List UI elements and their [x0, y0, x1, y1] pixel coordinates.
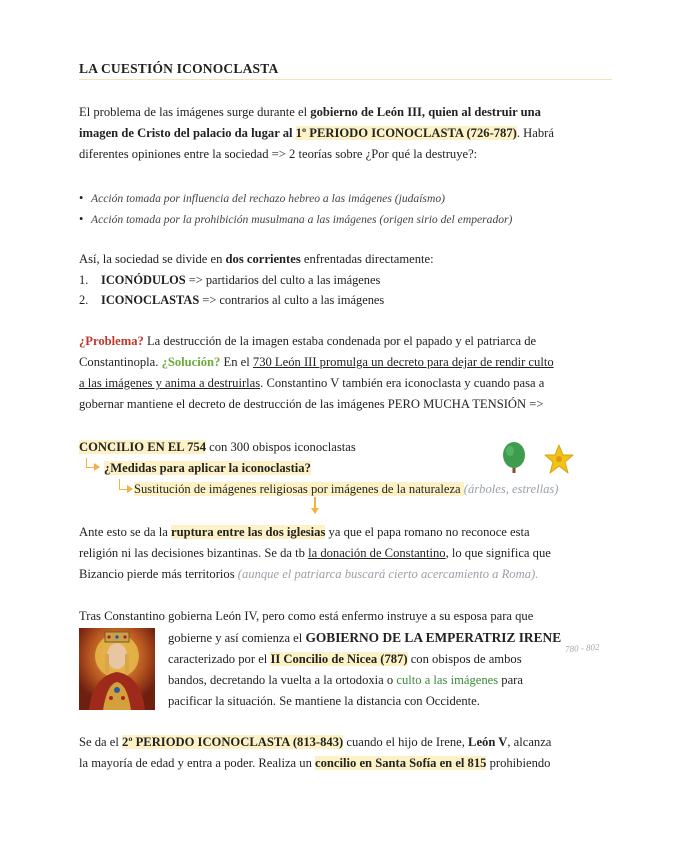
p4-text-3: religión ni las decisiones bizantinas. Se da tb: [79, 546, 309, 560]
empress-irene-portrait: [79, 628, 155, 710]
list-number: 1.: [79, 273, 89, 287]
p5-text-7: bandos, decretando la vuelta a la ortodoxia o: [168, 673, 397, 687]
p2-bold-corrientes: dos corrientes: [225, 252, 301, 266]
problema-label: ¿Problema?: [79, 334, 144, 348]
concilio-highlight: CONCILIO EN EL 754: [79, 440, 207, 454]
p6-text-6: la mayoría de edad y entra a poder. Realiza un: [79, 756, 316, 770]
p6-text-8: prohibiendo: [486, 756, 551, 770]
medidas-line: [104, 458, 504, 479]
numbered-item-iconodulos: [79, 270, 380, 290]
handwritten-note: 780 - 802: [564, 641, 600, 655]
p6-highlight-periodo: 2º PERIODO ICONOCLASTA (813-843): [122, 735, 344, 749]
p5-text-2: gobierne y así comienza el: [168, 631, 306, 645]
p5-bold-gobierno-irene: GOBIERNO DE LA EMPERATRIZ IRENE: [305, 630, 562, 645]
paragraph-ruptura: [79, 522, 599, 585]
medidas-highlight: ¿Medidas para aplicar la iconoclastia?: [104, 461, 311, 475]
paragraph-division: [79, 249, 599, 270]
sustitucion-text: Sustitución de imágenes religiosas por imágenes de la naturaleza: [134, 482, 464, 496]
p5-text-4: caracterizado por el: [168, 652, 271, 666]
p4-text-5: Bizancio pierde más territorios: [79, 567, 238, 581]
list-desc: => contrarios al culto a las imágenes: [199, 293, 385, 307]
list-term: ICONOCLASTAS: [101, 293, 200, 307]
p4-text-1: Ante esto se da la: [79, 525, 171, 539]
p1-bold-leon: gobierno de León III, quien al destruir una: [310, 105, 541, 119]
paragraph-irene-intro: [79, 606, 609, 627]
p2-text-2: enfrentadas directamente:: [300, 252, 434, 266]
p3-text-2: Constantinopla.: [79, 355, 162, 369]
concilio-text: con 300 obispos iconoclastas: [206, 440, 356, 454]
bullet-item: [79, 188, 445, 209]
arrow-down-icon: [311, 508, 319, 514]
document-title: LA CUESTIÓN ICONOCLASTA: [79, 61, 279, 76]
title-underline: [79, 79, 612, 80]
p5-text-6: con obispos de ambos: [407, 652, 522, 666]
numbered-item-iconoclastas: [79, 290, 384, 310]
bullet-dot: •: [79, 212, 84, 226]
p6-text-5: , alcanza: [507, 735, 552, 749]
bullet-text: Acción tomada por la prohibición musulmana a las imágenes (origen sirio del emperador): [91, 213, 513, 226]
solucion-label: ¿Solución?: [161, 355, 221, 369]
list-term: ICONÓDULOS: [101, 273, 186, 287]
p4-underline-donacion: la donación de Constantino: [308, 546, 446, 560]
p4-highlight-ruptura: ruptura entre las dos iglesias: [170, 525, 326, 539]
star-icon: [543, 443, 575, 475]
p3-underline-destruir: a las imágenes y anima a destruirlas: [79, 376, 261, 390]
p3-text-tension: gobernar mantiene el decreto de destrucción de las imágenes PERO MUCHA TENSIÓN =>: [79, 397, 544, 411]
paragraph-origin: [79, 102, 599, 165]
p5-text-1: Tras Constantino gobierna León IV, pero como está enfermo instruye a su esposa para que: [79, 609, 534, 623]
p1-text-habra: . Habrá: [516, 126, 554, 140]
p6-bold-leon-v: León V: [468, 735, 508, 749]
p6-text-1: Se da el: [79, 735, 123, 749]
sustitucion-note: (árboles, estrellas): [463, 482, 559, 496]
p4-note: (aunque el patriarca buscará cierto acercamiento a Roma).: [237, 567, 539, 581]
list-number: 2.: [79, 293, 89, 307]
p6-text-3: cuando el hijo de Irene,: [343, 735, 469, 749]
arrow-head-icon: [94, 463, 100, 471]
p3-underline-decreto: 730 León III promulga un decreto para dejar de rendir culto: [252, 355, 554, 369]
p3-text-1: La destrucción de la imagen estaba condenada por el papado y el patriarca de: [143, 334, 537, 348]
tree-icon: [500, 441, 528, 475]
sustitucion-line: [134, 479, 614, 500]
arrow-head-icon: [127, 485, 133, 493]
p6-highlight-concilio: concilio en Santa Sofía en el 815: [315, 756, 487, 770]
p4-text-4: , lo que significa que: [445, 546, 551, 560]
p3-text-3: En el: [220, 355, 253, 369]
p3-text-constantino: . Constantino V también era iconoclasta y cuando pasa a: [260, 376, 545, 390]
p1-highlight-periodo: 1º PERIODO ICONOCLASTA (726-787): [295, 126, 517, 140]
p1-bold-imagen: imagen de Cristo del palacio da lugar al: [79, 126, 296, 140]
paragraph-problema: [79, 331, 599, 415]
bullet-text: Acción tomada por influencia del rechazo hebreo a las imágenes (judaísmo): [91, 192, 445, 205]
paragraph-irene-body: [168, 627, 608, 712]
list-desc: => partidarios del culto a las imágenes: [185, 273, 381, 287]
p2-text-1: Así, la sociedad se divide en: [79, 252, 226, 266]
bullet-dot: •: [79, 191, 84, 205]
bullet-item: [79, 209, 512, 230]
p5-green-culto: culto a las imágenes: [396, 673, 499, 687]
p5-highlight-nicea: II Concilio de Nicea (787): [270, 652, 408, 666]
concilio-heading: [79, 437, 499, 458]
p1-text-1: El problema de las imágenes surge durante el: [79, 105, 311, 119]
paragraph-segundo-periodo: [79, 732, 609, 774]
p4-text-2: ya que el papa romano no reconoce esta: [325, 525, 530, 539]
p5-text-10: pacificar la situación. Se mantiene la distancia con Occidente.: [168, 694, 480, 708]
p1-text-teorias: diferentes opiniones entre la sociedad => 2 teorías sobre ¿Por qué la destruye?:: [79, 147, 478, 161]
p5-text-9: para: [498, 673, 523, 687]
